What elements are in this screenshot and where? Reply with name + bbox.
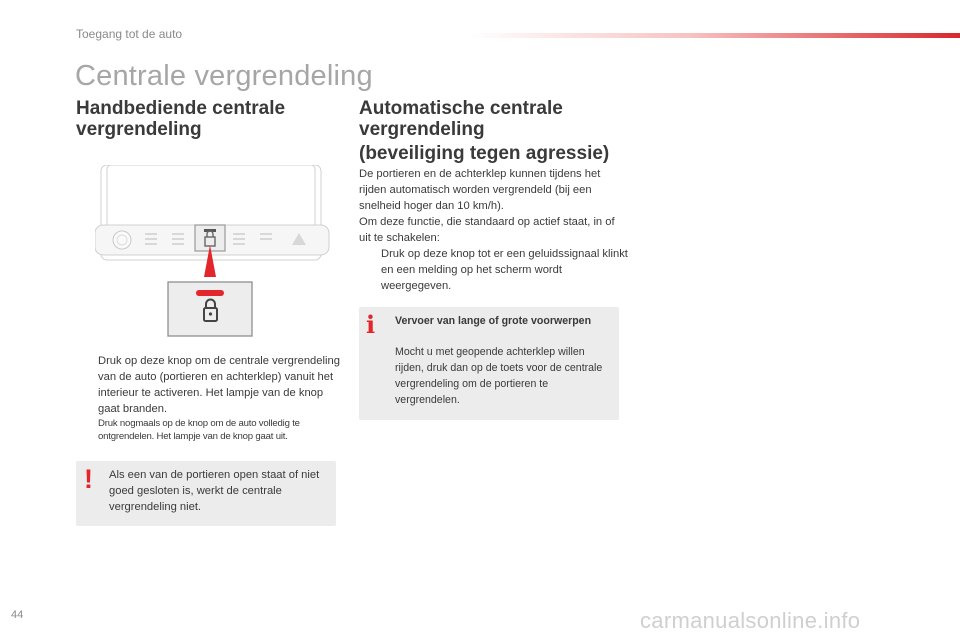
bullet-icon — [76, 353, 98, 417]
right-bullet — [359, 246, 629, 294]
right-intro-line-2: Om deze functie, die standaard op actief staat, in of uit te schakelen: — [359, 216, 615, 244]
right-subheading: (beveiliging tegen agressie) — [359, 143, 610, 164]
right-intro — [359, 166, 629, 294]
list-item — [76, 417, 346, 443]
info-title: Vervoer van lange of grote voorwerpen — [395, 315, 592, 327]
right-intro-line-1: De portieren en de achterklep kunnen tijdens het rijden automatisch worden vergrendeld (bij een snelheid hoger dan 10 km/h). — [359, 168, 601, 212]
exclamation-icon: ! — [84, 464, 93, 494]
dashboard-panel-illustration — [95, 165, 335, 340]
info-text: Mocht u met geopende achterklep willen rijden, druk dan op de toets voor de centrale vergrendeling om de portieren te vergrendelen. — [395, 346, 603, 406]
page-number: 44 — [11, 609, 24, 621]
info-icon: i — [366, 310, 376, 339]
bullet-icon — [76, 417, 98, 443]
right-bullet-text: Druk op deze knop tot er een geluidssignaal klinkt en een melding op het scherm wordt weergegeven. — [381, 248, 628, 292]
warning-text: Als een van de portieren open staat of niet goed gesloten is, werkt de centrale vergrendeling niet. — [109, 469, 320, 513]
left-heading: Handbediende centrale vergrendeling — [76, 98, 286, 140]
left-bullet-text-2: Druk nogmaals op de knop om de auto volledig te ontgrendelen. Het lampje van de knop gaat uit. — [98, 418, 300, 442]
list-item — [76, 353, 346, 417]
header-rule — [470, 33, 960, 38]
section-header: Toegang tot de auto — [76, 27, 183, 41]
bullet-icon — [359, 246, 381, 294]
watermark: carmanualsonline.info — [640, 608, 861, 633]
left-bullet-text-1: Druk op deze knop om de centrale vergrendeling van de auto (portieren en achterklep) vanuit het interieur te activeren. Het lampje van de knop gaat branden. — [98, 355, 340, 415]
left-bullet-list — [76, 353, 346, 443]
page-title: Centrale vergrendeling — [75, 60, 373, 92]
right-heading: Automatische centrale vergrendeling — [359, 98, 563, 140]
